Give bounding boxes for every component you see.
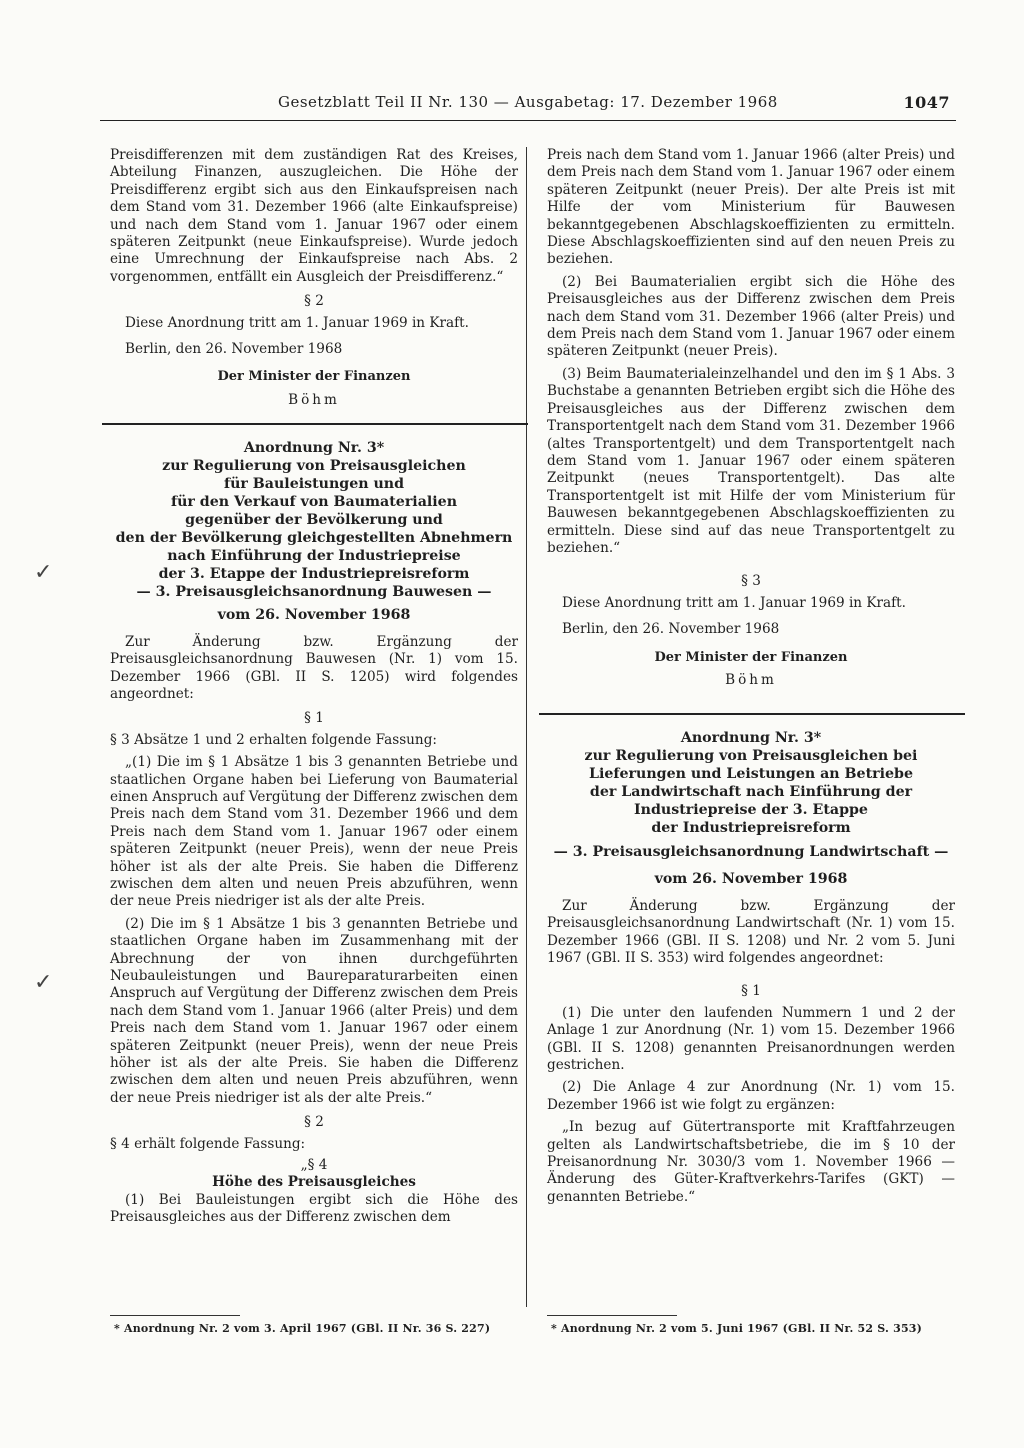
left-signer-name: Böhm (288, 391, 340, 408)
right-title-line: der Landwirtschaft nach Einführung der (589, 784, 913, 801)
header-rule (100, 120, 956, 121)
right-place-date: Berlin, den 26. November 1968 (562, 621, 780, 638)
left-s1-label: § 1 (304, 710, 324, 727)
right-s1-quote: „In bezug auf Gütertransporte mit Kraftfahrzeugen gelten als Landwirtschaftsbetriebe, die im § 10 der Preisanordnung Nr. 3030/3 vom 1. November 1966 — Änderung des Güter-Kraftverkehrs-Tarifes (GKT) — genannten Betriebe.“ (547, 1119, 955, 1205)
margin-check-mark-icon: ✓ (34, 970, 53, 995)
right-s3-label: § 3 (741, 573, 761, 590)
left-s4-heading: Höhe des Preisausgleiches (212, 1174, 416, 1191)
right-signer-name: Böhm (725, 671, 777, 688)
right-title-block (547, 729, 955, 861)
left-s1-paragraph-2: (2) Die im § 1 Absätze 1 bis 3 genannten Betriebe und staatlichen Organe haben im Zusammenhang mit der Abrechnung der von ihnen durchgeführten Neubauleistungen und Baureparaturarbeiten einen Anspruch auf Vergütung der Differenz zwischen dem Preis nach dem Stand vom 1. Januar 1966 (alter Preis) und dem Preis nach dem Stand vom 1. Januar 1967 oder einem späteren Zeitpunkt (neuer Preis), wenn der neue Preis höher ist als der alte Preis. Sie haben die Differenz zwischen dem alten und neuen Preis abzuführen, wenn der neue Preis niedriger ist als der alte Preis.“ (110, 915, 518, 1106)
left-column (110, 147, 518, 1227)
right-separator-rule (539, 713, 965, 715)
left-separator-rule (102, 423, 528, 425)
right-s3-text: Diese Anordnung tritt am 1. Januar 1969 in Kraft. (562, 594, 906, 611)
left-section-2-text: Diese Anordnung tritt am 1. Januar 1969 in Kraft. (125, 314, 469, 331)
right-title-line: — 3. Preisausgleichsanordnung Landwirtschaft — (553, 844, 949, 861)
right-paragraph-2: (2) Bei Baumaterialien ergibt sich die Höhe des Preisausgleiches aus der Differenz zwischen dem Preis nach dem Stand vom 31. Dezember 1966 (alter Preis) und dem Preis nach dem Stand vom 1. Januar 1967 oder einem späteren Zeitpunkt (neuer Preis). (547, 273, 955, 360)
left-title-line: für den Verkauf von Baumaterialien (170, 494, 458, 511)
left-title-block (110, 439, 518, 601)
running-head (100, 91, 956, 115)
right-title-line: Anordnung Nr. 3* (680, 730, 822, 747)
right-signer-title: Der Minister der Finanzen (654, 649, 848, 665)
left-footnote-rule (110, 1315, 240, 1316)
left-s1-paragraph-1: „(1) Die im § 1 Absätze 1 bis 3 genannten Betriebe und staatlichen Organe haben bei Lieferung von Baumaterial einen Anspruch auf Vergütung der Differenz zwischen dem Preis nach dem Stand vom 31. Dezember 1966 und dem Preis nach dem Stand vom 1. Januar 1967 oder einem späteren Zeitpunkt (neuer Preis), wenn der neue Preis höher ist als der alte Preis. Sie haben die Differenz zwischen dem alten und neuen Preis abzuführen, wenn der neue Preis niedriger ist als der alte Preis. (110, 754, 518, 910)
right-footnote: * Anordnung Nr. 2 vom 5. Juni 1967 (GBl. II Nr. 52 S. 353) (551, 1322, 923, 1335)
left-title-line: zur Regulierung von Preisausgleichen (162, 458, 466, 475)
right-title-line: Industriepreise der 3. Etappe (634, 802, 868, 819)
left-s2-label: § 2 (304, 1114, 324, 1131)
right-preamble: Zur Änderung bzw. Ergänzung der Preisausgleichsanordnung Landwirtschaft (Nr. 1) vom 15. Dezember 1966 (GBl. II S. 1208) und Nr. 2 vom 5. Juni 1967 (GBl. II S. 353) wird folgendes angeordnet: (547, 897, 955, 966)
left-title-line: Anordnung Nr. 3* (243, 440, 385, 457)
left-section-2-label: § 2 (304, 293, 324, 310)
page-number: 1047 (903, 93, 950, 112)
left-s1-intro: § 3 Absätze 1 und 2 erhalten folgende Fassung: (110, 731, 437, 748)
left-s2-intro: § 4 erhält folgende Fassung: (110, 1135, 306, 1152)
right-column (547, 147, 955, 1206)
left-s4-paragraph-1: (1) Bei Bauleistungen ergibt sich die Höhe des Preisausgleiches aus der Differenz zwischen dem (110, 1191, 518, 1226)
right-title-line: Lieferungen und Leistungen an Betriebe (589, 766, 913, 783)
right-footnote-rule (547, 1315, 677, 1316)
left-place-date: Berlin, den 26. November 1968 (125, 341, 343, 358)
left-title-line: gegenüber der Bevölkerung und (185, 512, 443, 529)
left-title-line: der 3. Etappe der Industriepreisreform (158, 566, 470, 583)
left-title-line: nach Einführung der Industriepreise (167, 548, 461, 565)
left-title-line: — 3. Preisausgleichsanordnung Bauwesen — (136, 584, 492, 601)
right-s1-label: § 1 (741, 983, 761, 1000)
column-divider (526, 147, 527, 1307)
left-footnote: * Anordnung Nr. 2 vom 3. April 1967 (GBl. II Nr. 36 S. 227) (114, 1322, 491, 1335)
left-s4-label: „§ 4 (300, 1157, 328, 1174)
right-title-line: zur Regulierung von Preisausgleichen bei (584, 748, 918, 765)
left-title-line: für Bauleistungen und (223, 476, 405, 493)
left-preamble: Zur Änderung bzw. Ergänzung der Preisausgleichsanordnung Bauwesen (Nr. 1) vom 15. Dezember 1966 (GBl. II S. 1205) wird folgendes angeordnet: (110, 633, 518, 702)
right-continuation: Preis nach dem Stand vom 1. Januar 1966 (alter Preis) und dem Preis nach dem Stand vom 1. Januar 1967 oder einem späteren Zeitpunkt (neuer Preis). Der alte Preis ist mit Hilfe der vom Ministerium für Bauwesen bekanntgegebenen Abschlagskoeffizienten zu ermitteln. Diese Abschlagskoeffizienten sind auf den neuen Preis zu beziehen. (547, 147, 955, 268)
left-date: vom 26. November 1968 (217, 607, 411, 624)
right-paragraph-3: (3) Beim Baumaterialeinzelhandel und den im § 1 Abs. 3 Buchstabe a genannten Betrieben ergibt sich die Höhe des Preisausgleiches aus der Differenz zwischen dem Transportentgelt nach dem Stand vom 31. Dezember 1966 (altes Transportentgelt) und dem Transportentgelt nach dem Stand vom 1. Januar 1967 oder einem späteren Zeitpunkt (neues Transportentgelt). Das alte Transportentgelt ist mit Hilfe der vom Ministerium für Bauwesen bekanntgegebenen Abschlagskoeffizienten zu ermitteln. Diese sind auf das neue Transportentgelt zu beziehen.“ (547, 365, 955, 556)
margin-check-mark-icon: ✓ (34, 560, 53, 585)
right-s1-paragraph-1: (1) Die unter den laufenden Nummern 1 und 2 der Anlage 1 zur Anordnung (Nr. 1) vom 15. Dezember 1966 (GBl. II S. 1208) genannten Preisanordnungen werden gestrichen. (547, 1004, 955, 1074)
left-intro-paragraph: Preisdifferenzen mit dem zuständigen Rat des Kreises, Abteilung Finanzen, auszugleichen. Die Höhe der Preisdifferenz ergibt sich aus den Einkaufspreisen nach dem Stand vom 31. Dezember 1966 (alte Einkaufspreise) und nach dem Stand vom 1. Januar 1967 oder einem späteren Zeitpunkt (neue Einkaufspreise). Wurde jedoch eine Umrechnung der Einkaufspreise nach Abs. 2 vorgenommen, entfällt ein Ausgleich der Preisdifferenz.“ (110, 147, 518, 285)
running-head-text: Gesetzblatt Teil II Nr. 130 — Ausgabetag: 17. Dezember 1968 (278, 93, 778, 111)
right-title-line: der Industriepreisreform (651, 820, 851, 837)
right-date: vom 26. November 1968 (654, 871, 848, 888)
left-signer-title: Der Minister der Finanzen (217, 369, 411, 385)
left-title-line: den der Bevölkerung gleichgestellten Abnehmern (115, 530, 513, 547)
right-s1-paragraph-2: (2) Die Anlage 4 zur Anordnung (Nr. 1) vom 15. Dezember 1966 ist wie folgt zu ergänzen: (547, 1079, 955, 1113)
